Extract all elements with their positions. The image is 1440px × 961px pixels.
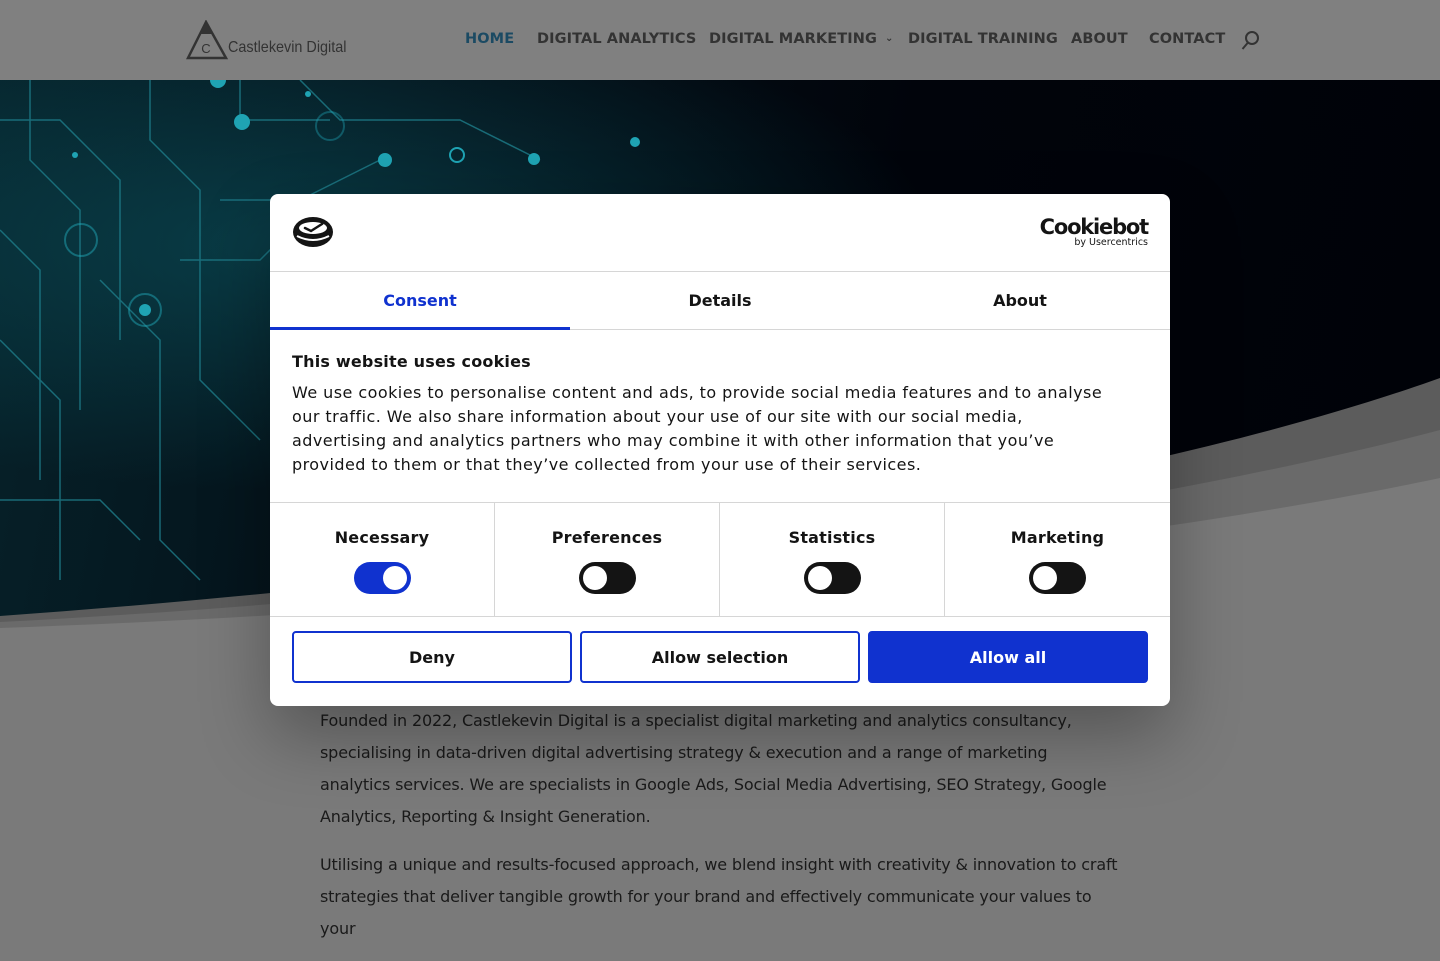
toggle-group-preferences — [495, 503, 720, 616]
allow-all-button[interactable]: Allow all — [868, 631, 1148, 683]
dialog-buttons — [292, 631, 1148, 684]
dialog-header — [270, 194, 1170, 272]
cookiebot-name: Cookiebot — [1039, 215, 1148, 239]
tab-about[interactable]: About — [993, 290, 1047, 310]
statistics-toggle[interactable] — [804, 562, 861, 594]
dialog-tabs — [270, 271, 1170, 330]
chevron-down-icon: ⌄ — [884, 33, 894, 44]
main-nav — [0, 31, 1440, 51]
nav-item-contact[interactable]: CONTACT — [1149, 31, 1226, 47]
nav-item-digital-marketing-label: DIGITAL MARKETING — [709, 31, 877, 47]
cookie-category-toggles — [270, 502, 1170, 617]
marketing-toggle[interactable] — [1029, 562, 1086, 594]
toggle-group-marketing — [945, 503, 1170, 616]
toggle-label-statistics: Statistics — [788, 528, 876, 547]
dialog-body — [292, 352, 1112, 477]
toggle-label-preferences: Preferences — [551, 528, 663, 547]
site-header — [0, 0, 1440, 80]
toggle-knob — [583, 566, 607, 590]
logo-letter: C — [201, 41, 211, 56]
toggle-group-statistics — [720, 503, 945, 616]
approach-paragraph: Utilising a unique and results-focused approach, we blend insight with creativity & innovation to craft strategies that deliver tangible growth for your brand and effectively communicate your values to your — [320, 855, 1118, 938]
intro-paragraph: Founded in 2022, Castlekevin Digital is a specialist digital marketing and analytics consultancy, specialising in data-driven digital advertising strategy & execution and a range of marketing analytics services. We are specialists in Google Ads, Social Media Advertising, SEO Strategy, Google Analytics, Reporting & Insight Generation. — [320, 711, 1107, 826]
tab-consent[interactable]: Consent — [270, 271, 570, 329]
tab-details[interactable]: Details — [688, 290, 752, 310]
preferences-toggle[interactable] — [579, 562, 636, 594]
search-icon[interactable] — [1240, 30, 1262, 52]
nav-item-home[interactable]: HOME — [465, 31, 515, 47]
dialog-text: We use cookies to personalise content and ads, to provide social media features and to analyse our traffic. We also share information about your use of our site with our social media, advertising and analytics partners who may combine it with other information that you’ve provided to them or that they’ve collected from your use of their services. — [292, 383, 1103, 474]
cookie-consent-dialog — [270, 194, 1170, 706]
necessary-toggle[interactable] — [354, 562, 411, 594]
toggle-label-marketing: Marketing — [1010, 528, 1105, 547]
toggle-knob — [808, 566, 832, 590]
cookie-logo-icon — [292, 216, 334, 248]
cookiebot-brand[interactable] — [1040, 216, 1148, 248]
deny-button[interactable]: Deny — [292, 631, 572, 683]
toggle-group-necessary — [270, 503, 495, 616]
cookiebot-byline: by Usercentrics — [1074, 237, 1148, 248]
main-content — [320, 705, 1120, 961]
nav-item-digital-analytics[interactable]: DIGITAL ANALYTICS — [537, 31, 697, 47]
nav-item-about[interactable]: ABOUT — [1071, 31, 1128, 47]
logo-text: Castlekevin Digital — [228, 39, 347, 56]
nav-item-digital-marketing[interactable] — [709, 31, 893, 47]
allow-selection-button[interactable]: Allow selection — [580, 631, 860, 683]
toggle-knob — [1033, 566, 1057, 590]
toggle-label-necessary: Necessary — [334, 528, 430, 547]
dialog-title: This website uses cookies — [292, 352, 531, 371]
nav-item-digital-training[interactable]: DIGITAL TRAINING — [908, 31, 1058, 47]
toggle-knob — [383, 566, 407, 590]
